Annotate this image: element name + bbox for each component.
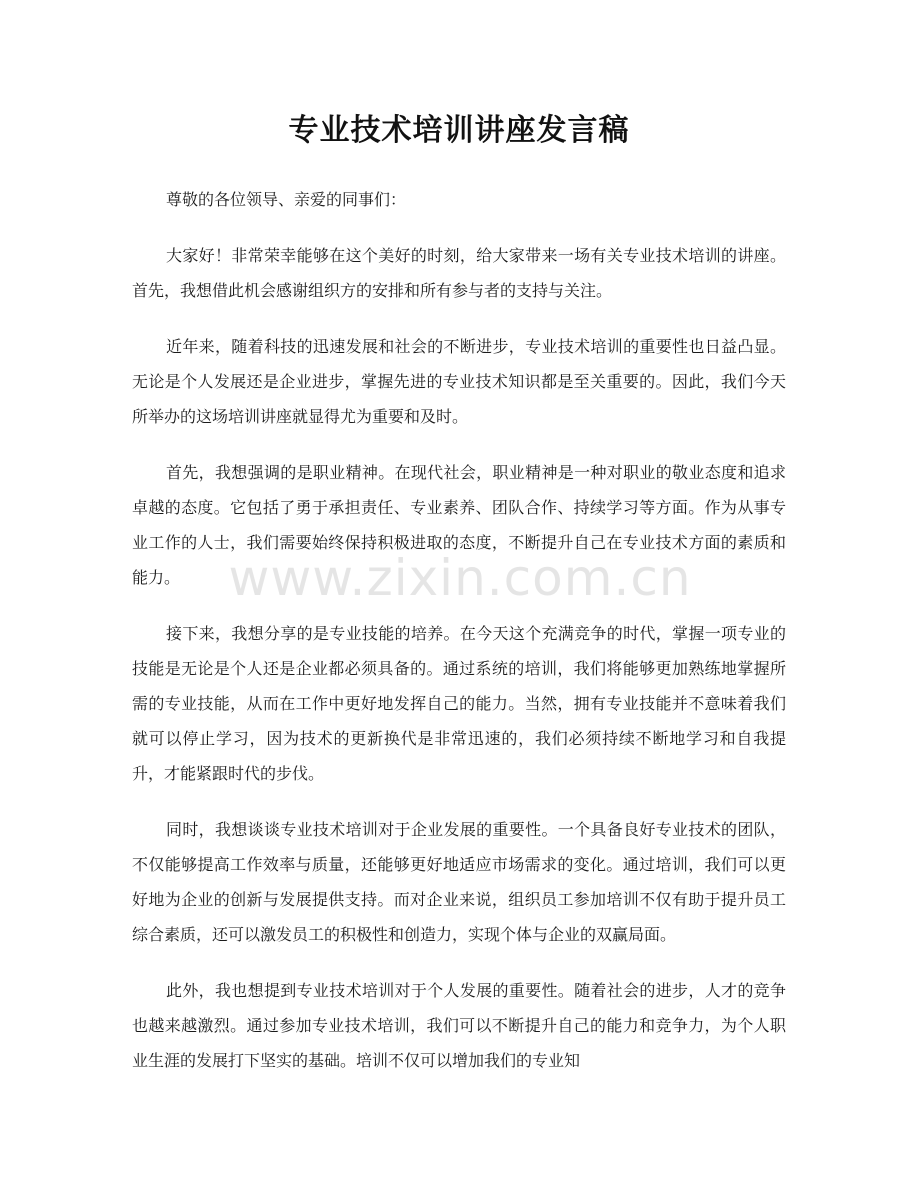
document-page [132,108,786,1078]
salutation: 尊敬的各位领导、亲爱的同事们： [166,190,407,209]
paragraph-2: 近年来，随着科技的迅速发展和社会的不断进步，专业技术培训的重要性也日益凸显。无论是个人发展还是企业进步，掌握先进的专业技术知识都是至关重要的。因此，我们今天所举办的这场培训讲座就显得尤为重要和及时。 [132,337,786,426]
paragraph-3: 首先，我想强调的是职业精神。在现代社会，职业精神是一种对职业的敬业态度和追求卓越的态度。它包括了勇于承担责任、专业素养、团队合作、持续学习等方面。作为从事专业工作的人士，我们需要始终保持积极进取的态度，不断提升自己在专业技术方面的素质和能力。 [132,463,786,587]
paragraph-6: 此外，我也想提到专业技术培训对于个人发展的重要性。随着社会的进步，人才的竞争也越来越激烈。通过参加专业技术培训，我们可以不断提升自己的能力和竞争力，为个人职业生涯的发展打下坚实的基础。培训不仅可以增加我们的专业知 [132,981,786,1070]
paragraph-4: 接下来，我想分享的是专业技能的培养。在今天这个充满竞争的时代，掌握一项专业的技能是无论是个人还是企业都必须具备的。通过系统的培训，我们将能够更加熟练地掌握所需的专业技能，从而在工作中更好地发挥自己的能力。当然，拥有专业技能并不意味着我们就可以停止学习，因为技术的更新换代是非常迅速的，我们必须持续不断地学习和自我提升，才能紧跟时代的步伐。 [132,624,786,783]
paragraph-1: 大家好！非常荣幸能够在这个美好的时刻，给大家带来一场有关专业技术培训的讲座。首先，我想借此机会感谢组织方的安排和所有参与者的支持与关注。 [132,246,786,300]
watermark: www.zixin.com.cn [228,549,692,607]
document-title: 专业技术培训讲座发言稿 [288,113,630,148]
paragraph-5: 同时，我想谈谈专业技术培训对于企业发展的重要性。一个具备良好专业技术的团队，不仅能够提高工作效率与质量，还能够更好地适应市场需求的变化。通过培训，我们可以更好地为企业的创新与发展提供支持。而对企业来说，组织员工参加培训不仅有助于提升员工综合素质，还可以激发员工的积极性和创造力，实现个体与企业的双赢局面。 [132,820,786,944]
